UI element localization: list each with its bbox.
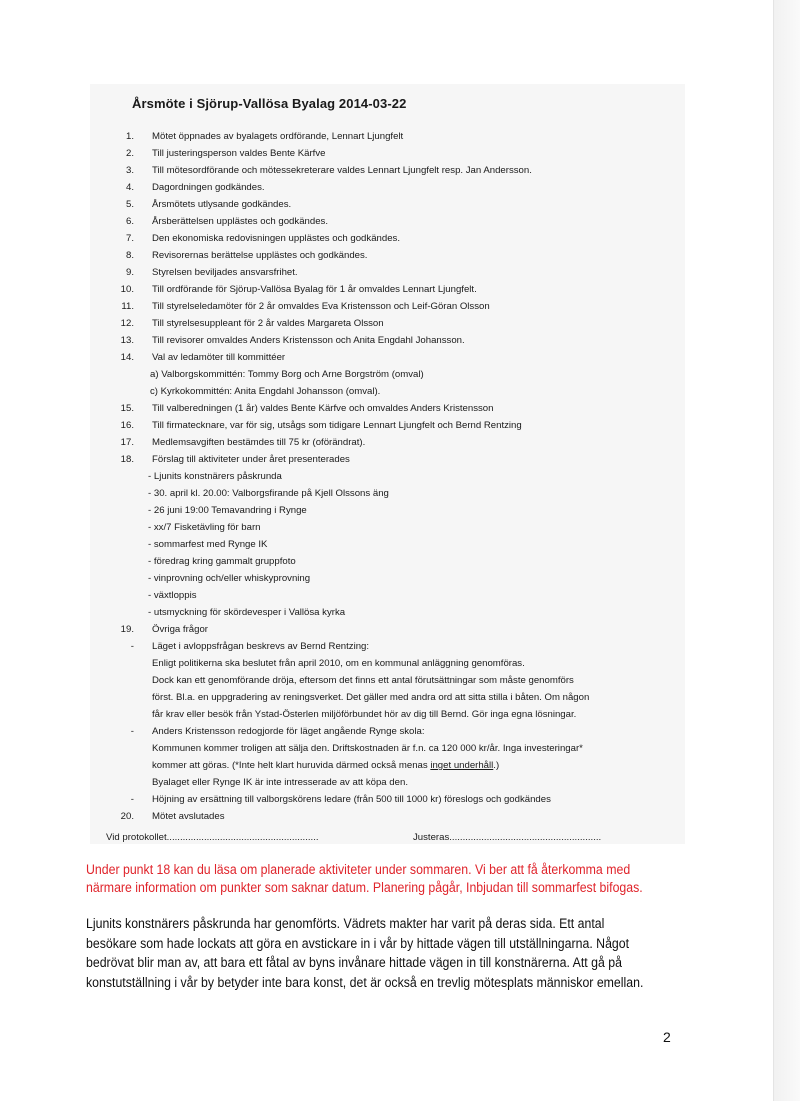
- item-text: Till ordförande för Sjörup-Vallösa Byalag för 1 år omvaldes Lennart Ljungfelt.: [152, 284, 477, 295]
- item-number: 4.: [125, 182, 134, 193]
- item-text: c) Kyrkokommittén: Anita Engdahl Johansson (omval).: [150, 386, 381, 397]
- item-text: - utsmyckning för skördevesper i Vallösa kyrka: [148, 607, 346, 618]
- item-number: 3.: [125, 165, 134, 176]
- minutes-item: [112, 624, 672, 637]
- item-number: 12.: [120, 318, 134, 329]
- item-text: Till styrelsesuppleant för 2 år valdes Margareta Olsson: [152, 318, 384, 329]
- minutes-item: [112, 709, 672, 722]
- minutes-item: [112, 522, 672, 535]
- minutes-item: [112, 471, 672, 484]
- item-text: Till revisorer omvaldes Anders Kristensson och Anita Engdahl Johansson.: [152, 335, 465, 346]
- item-text: Enligt politikerna ska beslutet från april 2010, om en kommunal anläggning genomföras.: [152, 658, 525, 669]
- minutes-item: [112, 352, 672, 365]
- minutes-item: [112, 692, 672, 705]
- paper-edge: [773, 0, 800, 1101]
- item-text: - sommarfest med Rynge IK: [148, 539, 268, 550]
- item-text: Mötet öppnades av byalagets ordförande, Lennart Ljungfelt: [152, 131, 404, 142]
- minutes-item: [112, 607, 672, 620]
- minutes-item: [112, 658, 672, 671]
- minutes-item: [112, 675, 672, 688]
- red-note-line: närmare information om punkter som saknar datum. Planering pågår, Inbjudan till sommarfest bifogas.: [86, 880, 643, 895]
- minutes-item: [112, 216, 672, 229]
- minutes-item: [112, 573, 672, 586]
- item-number: -: [130, 726, 134, 737]
- minutes-item: [112, 335, 672, 348]
- item-number: 17.: [120, 437, 134, 448]
- item-number: 7.: [125, 233, 134, 244]
- protocol-signature-line: Vid protokollet.........................................................: [106, 832, 319, 843]
- minutes-item: [112, 556, 672, 569]
- item-text: Läget i avloppsfrågan beskrevs av Bernd Rentzing:: [152, 641, 370, 652]
- minutes-item: [112, 233, 672, 246]
- item-text: - växtloppis: [148, 590, 197, 601]
- item-number: -: [130, 794, 134, 805]
- item-number: -: [130, 641, 134, 652]
- item-text: Till mötesordförande och mötessekreterare valdes Lennart Ljungfelt resp. Jan Andersson.: [152, 165, 532, 176]
- minutes-item: [112, 131, 672, 144]
- item-number: 11.: [121, 301, 134, 312]
- minutes-item: [112, 148, 672, 161]
- minutes-item: [112, 301, 672, 314]
- item-text: - xx/7 Fisketävling för barn: [148, 522, 261, 533]
- minutes-item: [112, 641, 672, 654]
- item-text: Till styrelseledamöter för 2 år omvaldes Eva Kristensson och Leif-Göran Olsson: [152, 301, 490, 312]
- item-text: Höjning av ersättning till valborgskörens ledare (från 500 till 1000 kr) föreslogs och godkändes: [152, 794, 551, 805]
- minutes-item: [112, 182, 672, 195]
- body-line: konstutställning i vår by betyder inte bara konst, det är också en trevlig mötesplats människor emellan.: [86, 974, 644, 990]
- item-text: - 26 juni 19:00 Temavandring i Rynge: [148, 505, 307, 516]
- minutes-item: [112, 369, 672, 382]
- item-number: 15.: [120, 403, 134, 414]
- item-text: Dagordningen godkändes.: [152, 182, 265, 193]
- body-line: Ljunits konstnärers påskrunda har genomförts. Vädrets makter har varit på deras sida. Ett antal: [86, 916, 605, 931]
- minutes-item: [112, 250, 672, 263]
- item-text: Den ekonomiska redovisningen upplästes och godkändes.: [152, 233, 400, 244]
- minutes-item: [112, 505, 672, 518]
- item-text: Mötet avslutades: [152, 811, 225, 822]
- minutes-item: [112, 539, 672, 552]
- item-number: 18.: [120, 454, 134, 465]
- body-line: besökare som hade lockats att göra en avstickare in i vår by hittade vägen till utställningarna. Något: [86, 935, 630, 951]
- minutes-item: [112, 760, 672, 773]
- item-number: 16.: [120, 420, 134, 431]
- item-text: först. Bl.a. en uppgradering av reningsverket. Det gäller med andra ord att sitta stilla i båten. Om någon: [152, 692, 590, 703]
- minutes-item: [112, 386, 672, 399]
- minutes-item: [112, 777, 672, 790]
- item-text: Styrelsen beviljades ansvarsfrihet.: [152, 267, 298, 278]
- justeras-signature-line: Justeras.........................................................: [413, 832, 602, 843]
- item-text: - vinprovning och/eller whiskyprovning: [148, 573, 311, 584]
- item-text: Revisorernas berättelse upplästes och godkändes.: [152, 250, 368, 261]
- item-text: - Ljunits konstnärers påskrunda: [148, 471, 282, 482]
- item-text-wrap: [152, 760, 499, 772]
- item-text: Till firmatecknare, var för sig, utsågs som tidigare Lennart Ljungfelt och Bernd Rentzing: [152, 420, 522, 431]
- minutes-item: [112, 165, 672, 178]
- item-text: - 30. april kl. 20.00: Valborgsfirande på Kjell Olssons äng: [148, 488, 389, 499]
- item-number: 14.: [120, 352, 134, 363]
- item-number: 6.: [125, 216, 134, 227]
- item-number: 10.: [120, 284, 134, 295]
- item-text: Årsberättelsen upplästes och godkändes.: [152, 216, 328, 227]
- minutes-item: [112, 811, 672, 824]
- minutes-item: [112, 420, 672, 433]
- item-text: får krav eller besök från Ystad-Österlen miljöförbundet hör av dig till Bernd. Gör inga egna lösningar.: [152, 709, 577, 720]
- item-text: Till valberedningen (1 år) valdes Bente Kärfve och omvaldes Anders Kristensson: [152, 403, 494, 414]
- item-text-tail: .): [493, 760, 500, 771]
- item-number: 20.: [120, 811, 134, 822]
- item-number: 19.: [120, 624, 134, 635]
- item-number: 2.: [125, 148, 134, 159]
- item-text: kommer att göras. (*Inte helt klart huruvida därmed också menas: [152, 760, 431, 771]
- item-text: Förslag till aktiviteter under året presenterades: [152, 454, 350, 465]
- item-number: 13.: [120, 335, 134, 346]
- minutes-item: [112, 590, 672, 603]
- item-text: Årsmötets utlysande godkändes.: [152, 199, 292, 210]
- item-text: Kommunen kommer troligen att sälja den. Driftskostnaden är f.n. ca 120 000 kr/år. Inga investeringar*: [152, 743, 583, 754]
- minutes-item: [112, 743, 672, 756]
- minutes-item: [112, 726, 672, 739]
- minutes-item: [112, 794, 672, 807]
- minutes-title: Årsmöte i Sjörup-Vallösa Byalag 2014-03-22: [132, 96, 407, 111]
- item-text: Övriga frågor: [152, 624, 208, 635]
- item-number: 1.: [125, 131, 134, 142]
- page-number: 2: [663, 1029, 671, 1045]
- item-text: Till justeringsperson valdes Bente Kärfve: [152, 148, 326, 159]
- item-number: 5.: [125, 199, 134, 210]
- item-text: Val av ledamöter till kommittéer: [152, 352, 286, 363]
- item-text: Medlemsavgiften bestämdes till 75 kr (oförändrat).: [152, 437, 366, 448]
- minutes-item: [112, 318, 672, 331]
- item-number: 9.: [125, 267, 134, 278]
- minutes-item: [112, 488, 672, 501]
- minutes-item: [112, 199, 672, 212]
- minutes-item: [112, 437, 672, 450]
- body-line: bedrövat blir man av, att bara ett fåtal av byns invånare hittade vägen in till konstnärerna. Att gå på: [86, 955, 622, 970]
- minutes-item: [112, 284, 672, 297]
- item-text: Anders Kristensson redogjorde för läget angående Rynge skola:: [152, 726, 425, 737]
- item-text: Dock kan ett genomförande dröja, eftersom det finns ett antal förutsättningar som måste genomförs: [152, 675, 574, 686]
- red-note-line: Under punkt 18 kan du läsa om planerade aktiviteter under sommaren. Vi ber att få återkomma med: [86, 862, 631, 877]
- item-text: - föredrag kring gammalt gruppfoto: [148, 556, 296, 567]
- red-note: [86, 861, 643, 897]
- body-paragraph: [86, 914, 675, 992]
- item-text: Byalaget eller Rynge IK är inte intresserade av att köpa den.: [152, 777, 408, 788]
- item-number: 8.: [125, 250, 134, 261]
- minutes-item: [112, 454, 672, 467]
- minutes-item: [112, 267, 672, 280]
- minutes-item: [112, 403, 672, 416]
- underlined-text: inget underhåll: [430, 760, 494, 771]
- item-text: a) Valborgskommittén: Tommy Borg och Arne Borgström (omval): [150, 369, 424, 380]
